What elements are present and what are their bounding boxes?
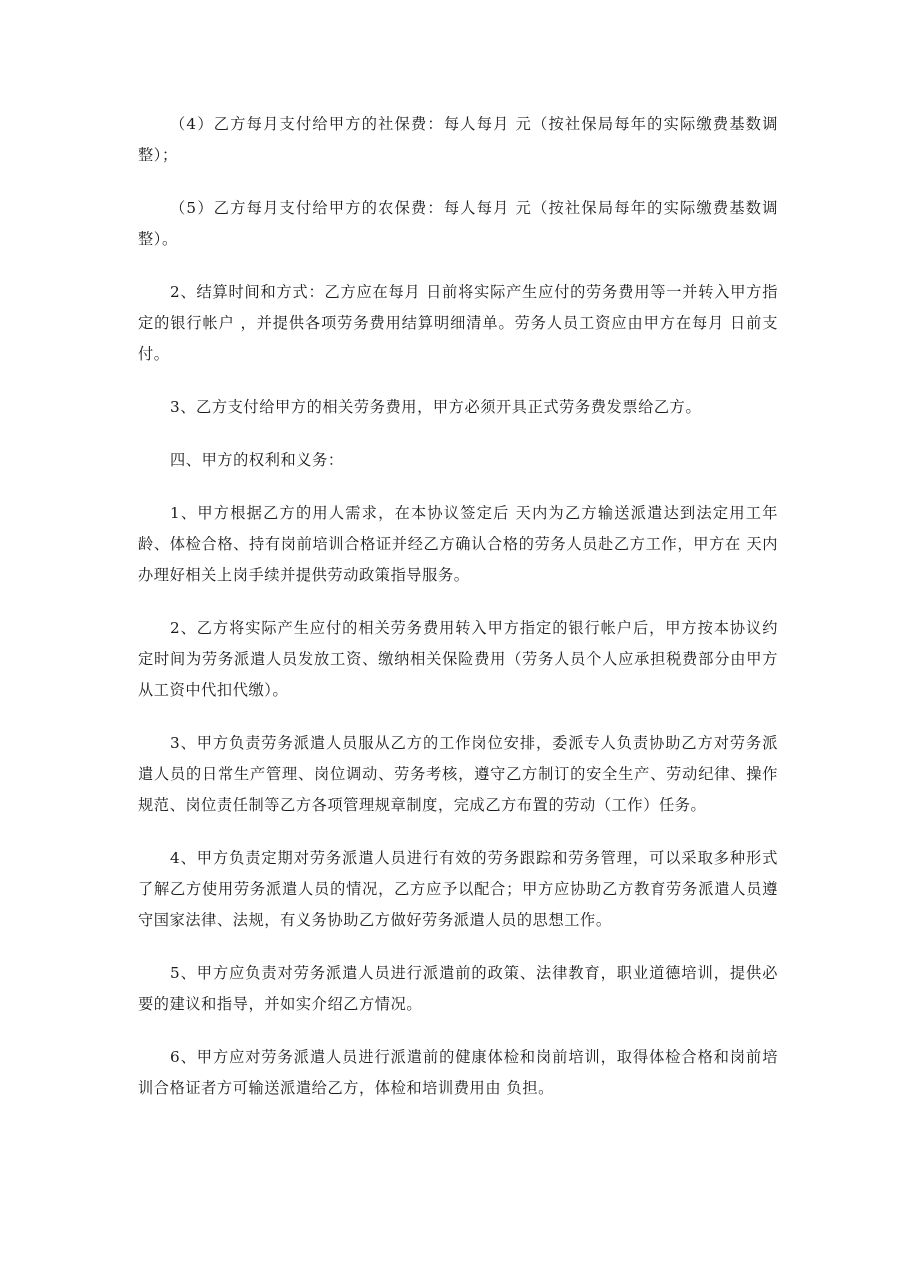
paragraph-a-clause-4: 4、甲方负责定期对劳务派遣人员进行有效的劳务跟踪和劳务管理，可以采取多种形式了解乙方使用劳务派遣人员的情况，乙方应予以配合；甲方应协助乙方教育劳务派遣人员遵守国家法律、法规，有义务协助乙方做好劳务派遣人员的思想工作。 xyxy=(138,849,778,929)
paragraph-social-insurance-fee: （4）乙方每月支付给甲方的社保费：每人每月 元（按社保局每年的实际缴费基数调整）； xyxy=(138,115,778,164)
paragraph-rural-insurance-fee: （5）乙方每月支付给甲方的农保费：每人每月 元（按社保局每年的实际缴费基数调整）。 xyxy=(138,199,778,248)
paragraph-a-clause-2: 2、乙方将实际产生应付的相关劳务费用转入甲方指定的银行帐户后，甲方按本协议约定时间为劳务派遣人员发放工资、缴纳相关保险费用（劳务人员个人应承担税费部分由甲方从工资中代扣代缴）。 xyxy=(138,619,778,699)
section-heading-party-a-rights: 四、甲方的权利和义务： xyxy=(170,451,344,469)
paragraph-invoice: 3、乙方支付给甲方的相关劳务费用，甲方必须开具正式劳务费发票给乙方。 xyxy=(170,398,702,416)
paragraph-a-clause-1: 1、甲方根据乙方的用人需求，在本协议签定后 天内为乙方输送派遣达到法定用工年龄、体检合格、持有岗前培训合格证并经乙方确认合格的劳务人员赴乙方工作，甲方在 天内办理好相关上岗手续并提供劳动政策指导服务。 xyxy=(138,504,778,584)
paragraph-a-clause-6: 6、甲方应对劳务派遣人员进行派遣前的健康体检和岗前培训，取得体检合格和岗前培训合格证者方可输送派遣给乙方，体检和培训费用由 负担。 xyxy=(138,1048,778,1097)
document-body xyxy=(138,109,778,1126)
paragraph-a-clause-5: 5、甲方应负责对劳务派遣人员进行派遣前的政策、法律教育，职业道德培训，提供必要的建议和指导，并如实介绍乙方情况。 xyxy=(138,964,778,1013)
paragraph-a-clause-3: 3、甲方负责劳务派遣人员服从乙方的工作岗位安排，委派专人负责协助乙方对劳务派遣人员的日常生产管理、岗位调动、劳务考核，遵守乙方制订的安全生产、劳动纪律、操作规范、岗位责任制等乙方各项管理规章制度，完成乙方布置的劳动（工作）任务。 xyxy=(138,734,778,814)
paragraph-settlement-time: 2、结算时间和方式：乙方应在每月 日前将实际产生应付的劳务费用等一并转入甲方指定的银行帐户 ，并提供各项劳务费用结算明细清单。劳务人员工资应由甲方在每月 日前支付。 xyxy=(138,283,778,363)
